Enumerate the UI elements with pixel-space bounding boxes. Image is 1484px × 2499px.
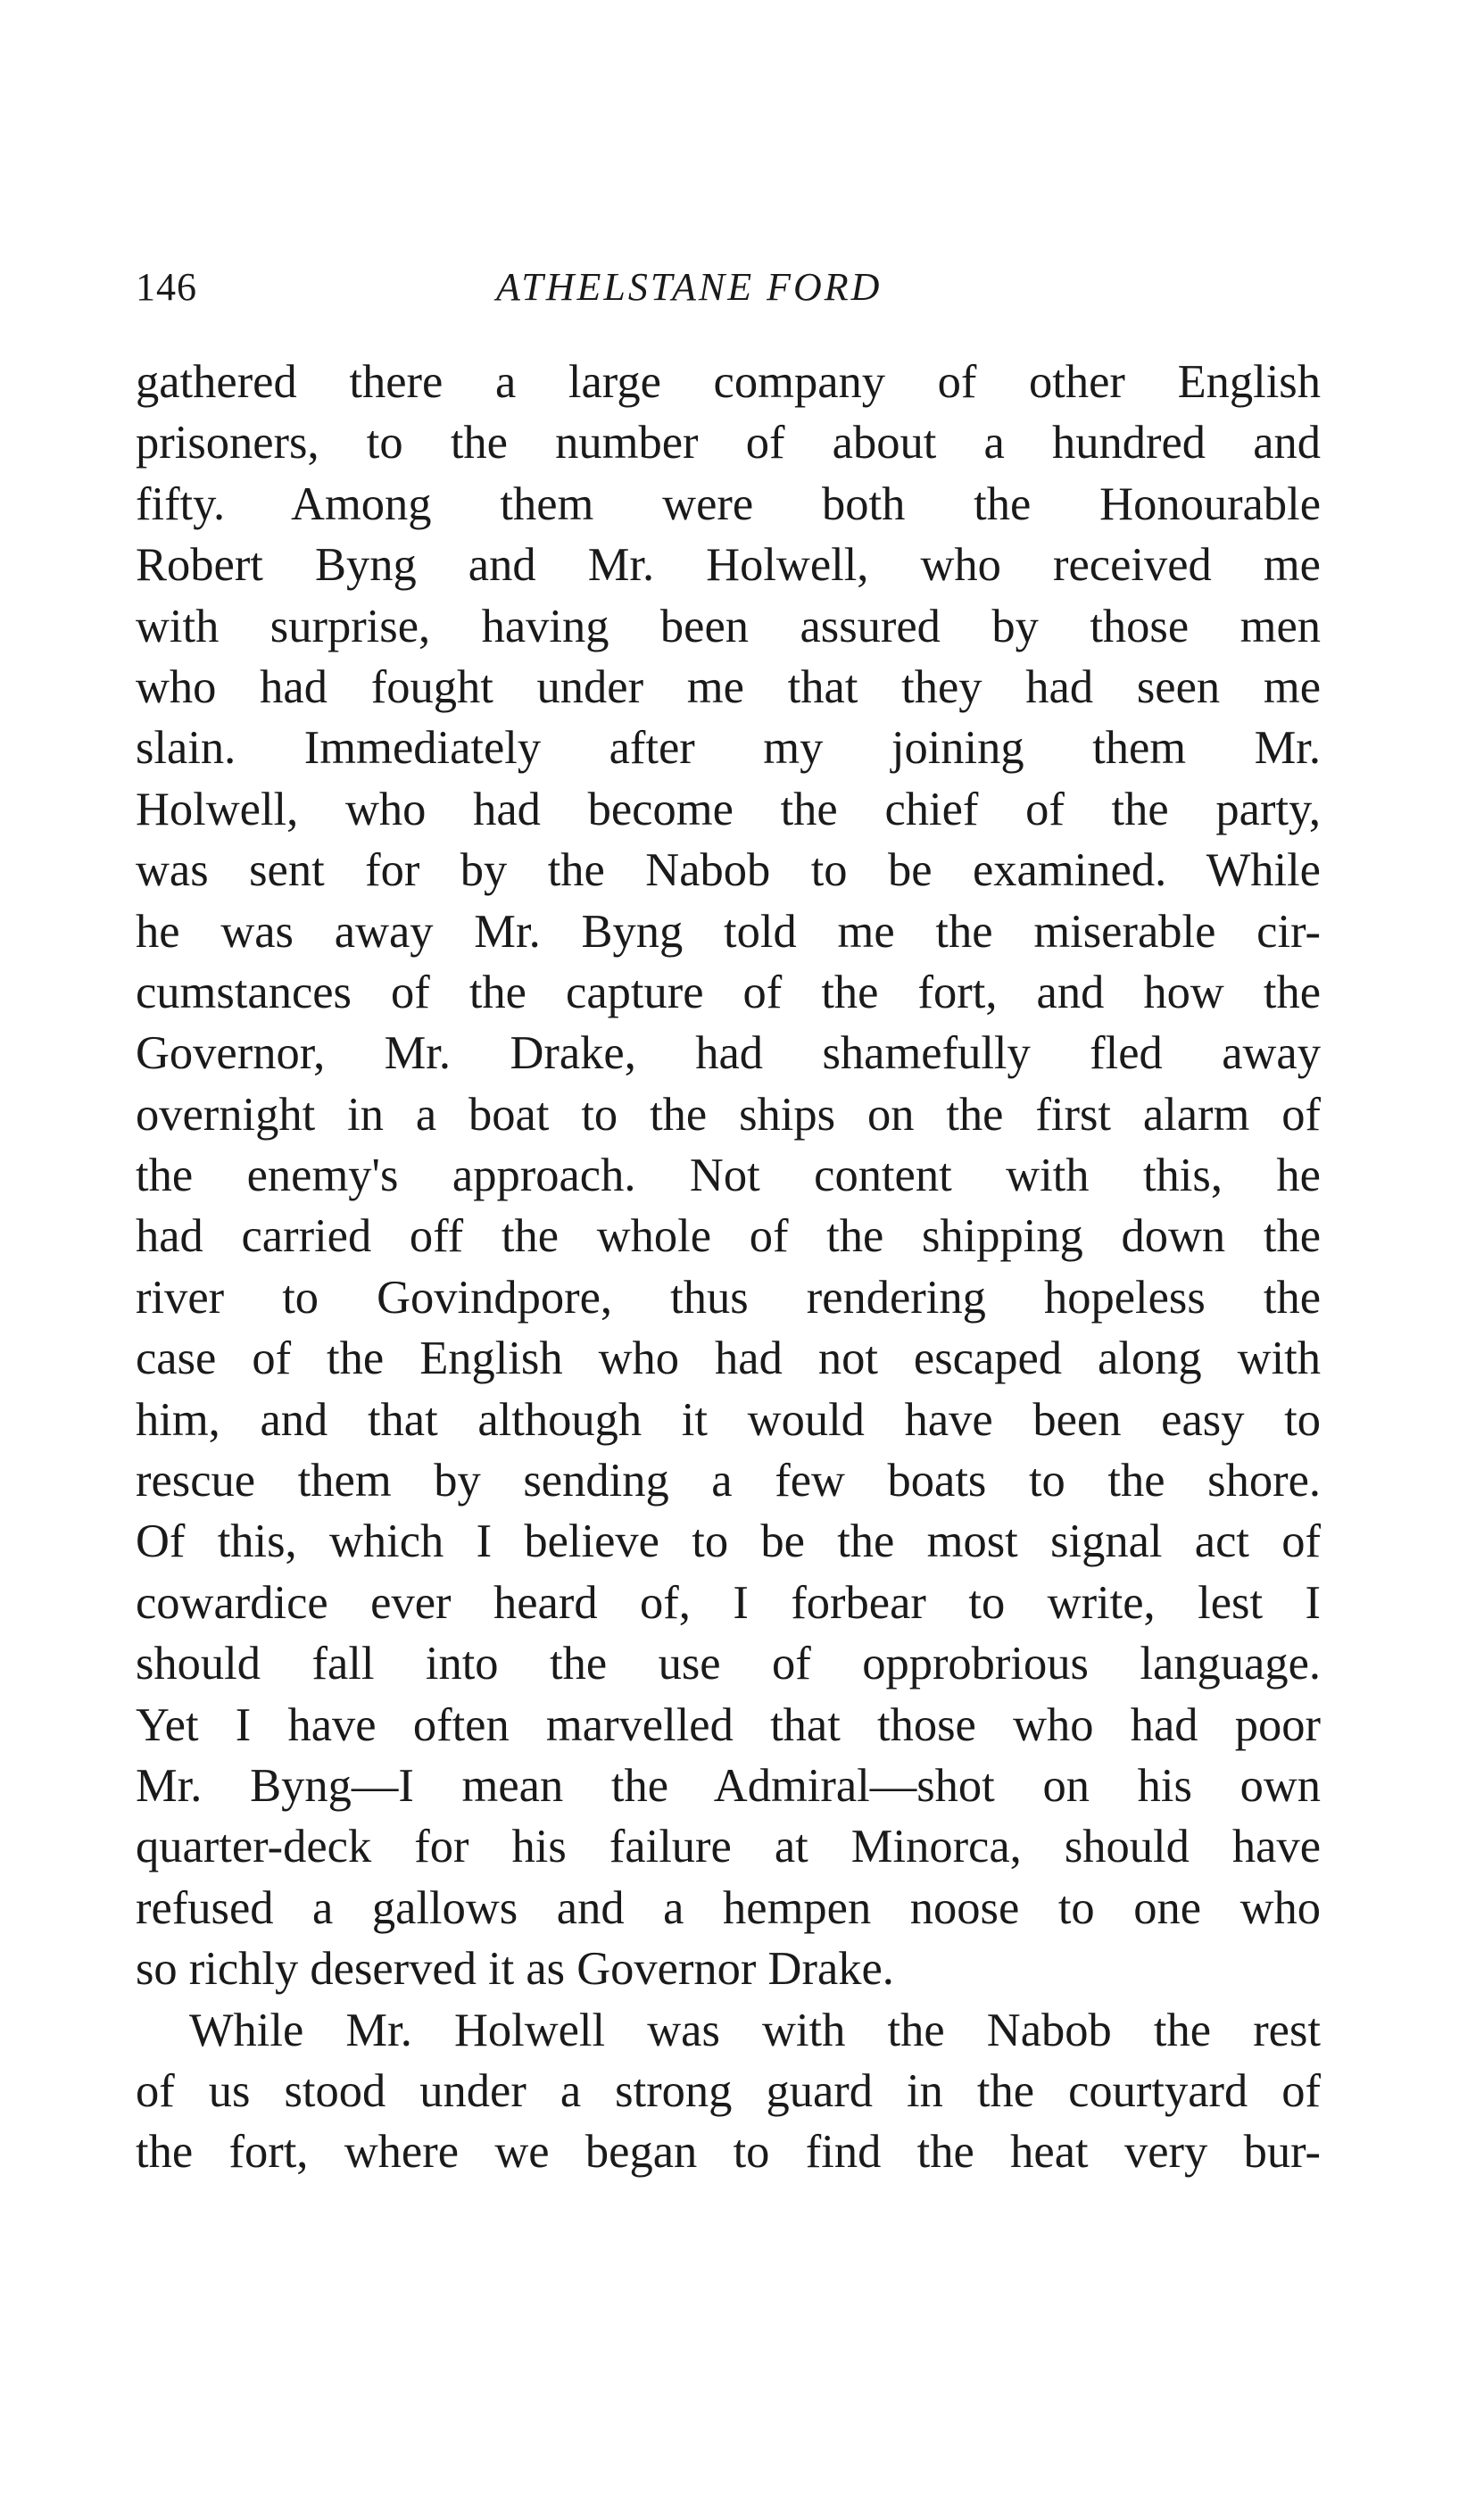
text-line: overnight in a boat to the ships on the first alarm of bbox=[136, 1088, 1321, 1141]
text-line: gathered there a large company of other English bbox=[136, 356, 1321, 408]
text-line: Governor, Mr. Drake, had shamefully fled away bbox=[136, 1027, 1321, 1080]
text-line: Of this, which I believe to be the most signal act of bbox=[136, 1515, 1321, 1568]
text-line: quarter-deck for his failure at Minorca, should have bbox=[136, 1821, 1321, 1873]
text-line: with surprise, having been assured by those men bbox=[136, 600, 1321, 652]
text-line: rescue them by sending a few boats to the shore. bbox=[136, 1455, 1321, 1507]
text-line: river to Govindpore, thus rendering hopeless the bbox=[136, 1271, 1321, 1324]
text-line: should fall into the use of opprobrious language. bbox=[136, 1638, 1321, 1690]
text-line: the fort, where we began to find the heat very bur- bbox=[136, 2126, 1321, 2179]
text-line: Yet I have often marvelled that those who had poor bbox=[136, 1698, 1321, 1751]
text-line: he was away Mr. Byng told me the miserable cir- bbox=[136, 905, 1321, 958]
paragraph-start-line: While Mr. Holwell was with the Nabob the rest bbox=[189, 2004, 1321, 2056]
text-line: cowardice ever heard of, I forbear to write, lest I bbox=[136, 1576, 1321, 1629]
text-line: had carried off the whole of the shipping down the bbox=[136, 1210, 1321, 1263]
paragraph-end-line: so richly deserved it as Governor Drake. bbox=[136, 1943, 894, 1996]
text-line: prisoners, to the number of about a hundred and bbox=[136, 417, 1321, 469]
text-line: who had fought under me that they had seen me bbox=[136, 660, 1321, 713]
text-line: Mr. Byng—I mean the Admiral—shot on his own bbox=[136, 1759, 1321, 1812]
text-line: case of the English who had not escaped along with bbox=[136, 1333, 1321, 1385]
body-text bbox=[136, 352, 1321, 2183]
text-line: was sent for by the Nabob to be examined. While bbox=[136, 844, 1321, 897]
running-title: ATHELSTANE FORD bbox=[496, 265, 883, 309]
running-head bbox=[136, 261, 1321, 314]
text-line: Holwell, who had become the chief of the party, bbox=[136, 783, 1321, 835]
text-line: him, and that although it would have been easy to bbox=[136, 1393, 1321, 1446]
text-line: Robert Byng and Mr. Holwell, who received me bbox=[136, 539, 1321, 592]
text-line: slain. Immediately after my joining them Mr. bbox=[136, 722, 1321, 775]
text-line: refused a gallows and a hempen noose to one who bbox=[136, 1881, 1321, 1934]
text-line: fifty. Among them were both the Honourable bbox=[136, 477, 1321, 530]
page-number: 146 bbox=[136, 265, 197, 309]
text-line: the enemy's approach. Not content with this, he bbox=[136, 1150, 1321, 1202]
text-line: of us stood under a strong guard in the courtyard of bbox=[136, 2064, 1321, 2117]
text-line: cumstances of the capture of the fort, and how the bbox=[136, 966, 1321, 1018]
